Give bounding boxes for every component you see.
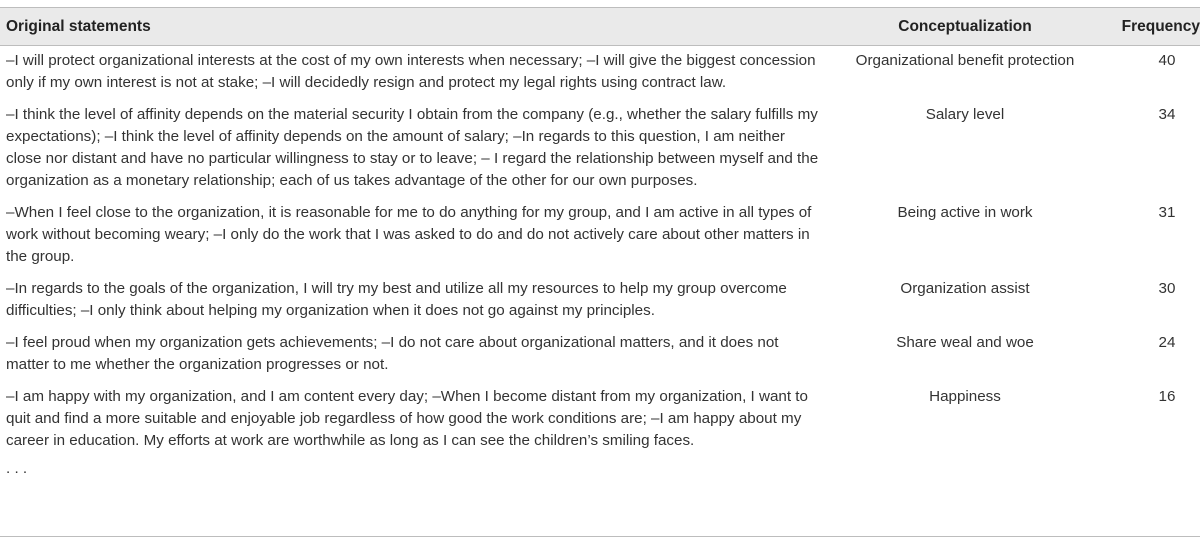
ellipsis-cell: . . . [6,460,28,477]
frequency-cell: 34 [1158,106,1176,123]
header-frequency: Frequency [1121,17,1200,35]
table-header [0,8,1200,46]
table-row [0,382,1200,458]
concept-cell: Being active in work [897,204,1033,221]
statement-cell: –I feel proud when my organization gets achievements; –I do not care about organizational matters, and it does not matter to me whether the organization progresses or not. [6,334,779,373]
ellipsis-row [0,458,1200,488]
frequency-cell: 31 [1158,204,1176,221]
table-row [0,198,1200,274]
header-row [0,8,1200,46]
table-row [0,46,1200,101]
concept-cell: Organizational benefit protection [855,52,1075,69]
concept-cell: Organization assist [900,280,1030,297]
concept-cell: Salary level [925,106,1005,123]
concept-cell: Happiness [929,388,1001,405]
table-row [0,100,1200,198]
table-body [0,46,1200,489]
empty-cell [830,458,1100,488]
frequency-cell: 24 [1158,334,1176,351]
table-bottom-rule [0,536,1200,537]
statement-cell: –When I feel close to the organization, it is reasonable for me to do anything for my group, and I am active in all types of work without becoming weary; –I only do the work that I was asked to do and do not actively care about other matters in the group. [6,204,812,265]
statements-table [0,7,1200,488]
frequency-cell: 40 [1158,52,1176,69]
header-original-statements: Original statements [6,17,151,35]
empty-cell [1100,458,1200,488]
header-conceptualization: Conceptualization [898,17,1032,35]
frequency-cell: 30 [1158,280,1176,297]
table-row [0,328,1200,382]
table-row [0,274,1200,328]
statement-cell: –I am happy with my organization, and I am content every day; –When I become distant from my organization, I want to quit and find a more suitable and enjoyable job regardless of how good the work conditions are; –I am happy about my career in education. My efforts at work are worthwhile as long as I can see the children’s smiling faces. [6,388,808,449]
statement-cell: –I will protect organizational interests at the cost of my own interests when necessary; –I will give the biggest concession only if my own interest is not at stake; –I will decidedly resign and protect my legal rights using contract law. [6,52,816,91]
statement-cell: –I think the level of affinity depends on the material security I obtain from the company (e.g., whether the salary fulfills my expectations); –I think the level of affinity depends on the amount of salary; –In regards to this question, I am neither close nor distant and have no particular willingness to stay or to leave; – I regard the relationship between myself and the organization as a monetary relationship; each of us takes advantage of the other for our own purposes. [6,106,819,189]
frequency-cell: 16 [1158,388,1176,405]
concept-cell: Share weal and woe [896,334,1034,351]
statement-cell: –In regards to the goals of the organization, I will try my best and utilize all my resources to help my group overcome difficulties; –I only think about helping my organization when it does not go against my principles. [6,280,787,319]
